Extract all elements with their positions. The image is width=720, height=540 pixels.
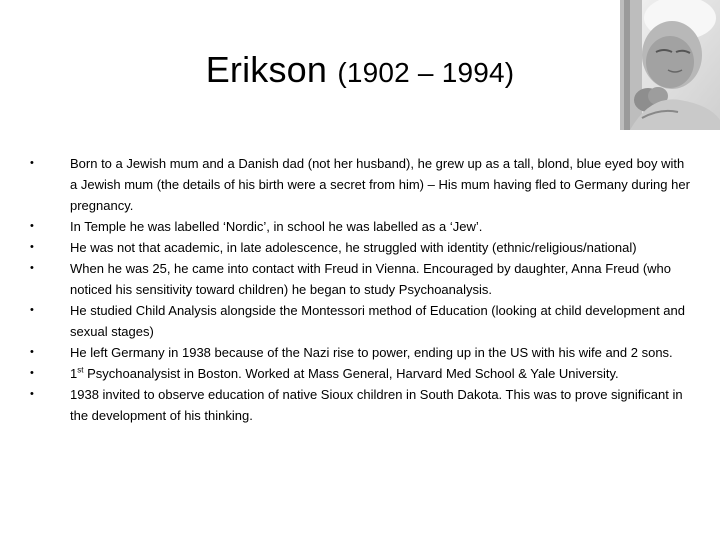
bullet-marker: • [30, 346, 34, 358]
bullet-text: He left Germany in 1938 because of the Nazi rise to power, ending up in the US with his wife and 2 sons. [70, 345, 673, 360]
erikson-portrait-photo [620, 0, 720, 130]
bullet-marker: • [30, 262, 34, 274]
bullet-marker: • [30, 241, 34, 253]
list-item [30, 153, 690, 216]
bullet-marker: • [30, 157, 34, 169]
bullet-text: In Temple he was labelled ‘Nordic’, in school he was labelled as a ‘Jew’. [70, 219, 483, 234]
list-item [30, 300, 690, 342]
bullet-text: He studied Child Analysis alongside the Montessori method of Education (looking at child development and sexual stages) [70, 303, 685, 339]
list-item [30, 363, 690, 384]
title-years: (1902 – 1994) [337, 57, 515, 88]
list-item [30, 216, 690, 237]
list-item [30, 342, 690, 363]
title-name: Erikson [205, 49, 328, 90]
bullet-marker: • [30, 367, 34, 379]
list-item [30, 237, 690, 258]
bullet-text: Psychoanalysist in Boston. Worked at Mass General, Harvard Med School & Yale University. [83, 366, 619, 381]
bullet-list [30, 153, 690, 426]
bullet-marker: • [30, 304, 34, 316]
bullet-number: 1 [70, 366, 78, 381]
bullet-superscript: st [77, 365, 84, 375]
bullet-marker: • [30, 388, 34, 400]
list-item [30, 258, 690, 300]
slide-title [0, 48, 720, 95]
portrait-image [620, 0, 720, 130]
bullet-marker: • [30, 220, 34, 232]
bullet-text: Born to a Jewish mum and a Danish dad (not her husband), he grew up as a tall, blond, blue eyed boy with a Jewish mum (the details of his birth were a secret from him) – His mum having fled to Germany during her pregnancy. [70, 156, 690, 213]
bullet-text: He was not that academic, in late adolescence, he struggled with identity (ethnic/religious/national) [70, 240, 637, 255]
list-item [30, 384, 690, 426]
bullet-text: 1938 invited to observe education of native Sioux children in South Dakota. This was to prove significant in the development of his thinking. [70, 387, 683, 423]
bullet-text: When he was 25, he came into contact with Freud in Vienna. Encouraged by daughter, Anna Freud (who noticed his sensitivity toward children) he began to study Psychoanalysis. [70, 261, 672, 297]
